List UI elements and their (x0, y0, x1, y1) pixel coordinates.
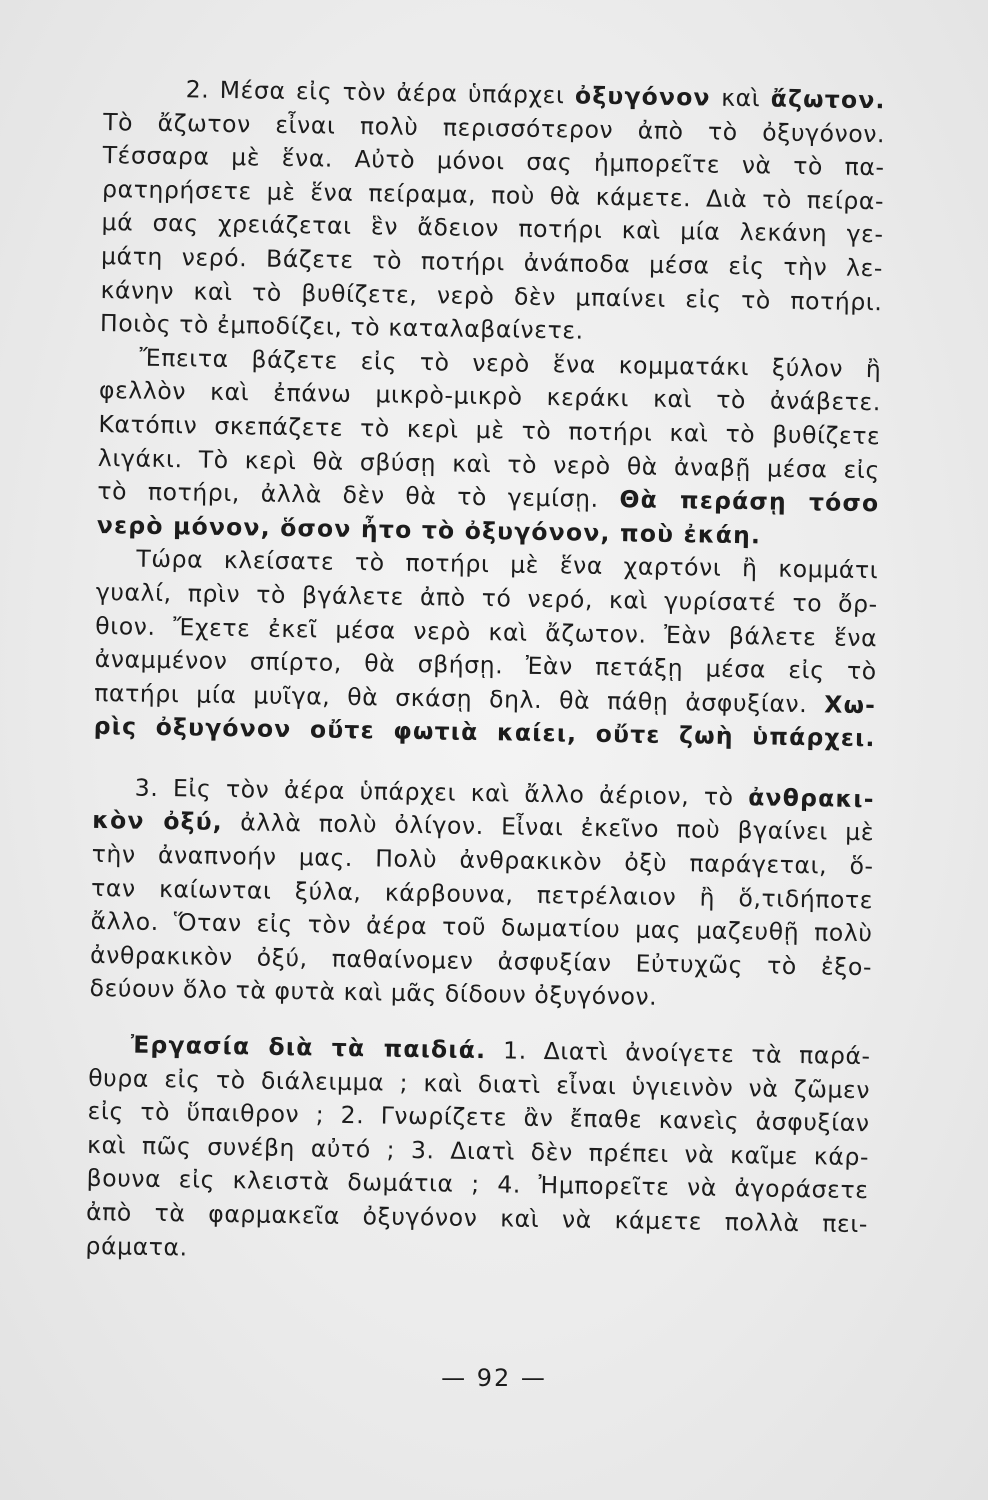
text-line: νερὸ μόνον, ὅσον ἦτο τὸ ὀξυγόνον, ποὺ ἐκάη. (96, 510, 762, 550)
text-line: καὶ πῶς συνέβη αὐτό ; 3. Διατὶ δὲν πρέπει νὰ καῖμε κάρ- (86, 1130, 870, 1171)
text-line: Τώρα κλείσατε τὸ ποτήρι μὲ ἕνα χαρτόνι ἢ κομμάτι (136, 544, 879, 585)
text-line: Ἔπειτα βάζετε εἰς τὸ νερὸ ἕνα κομματάκι ξύλον ἢ (139, 343, 882, 383)
text-line: γυαλί, πρὶν τὸ βγάλετε ἀπὸ τό νερό, καὶ γυρίσατέ το ὄρ- (95, 577, 878, 619)
bold-text-run: ἀνθρακι- (747, 783, 875, 814)
exercise-section (85, 1028, 871, 1275)
text-line: Τέσσαρα μὲ ἕνα. Αὐτὸ μόνοι σας ἠμπορεῖτε νὰ τὸ πα- (102, 141, 885, 182)
text-line: ἀπὸ τὰ φαρμακεῖα ὀξυγόνον καὶ νὰ κάμετε πολλὰ πει- (85, 1197, 869, 1239)
text-line: τὴν ἀναπνοήν μας. Πολὺ ἀνθρακικὸν ὀξὺ παράγεται, ὅ- (91, 839, 874, 881)
text-line: λιγάκι. Τὸ κερὶ θὰ σβύσῃ καὶ τὸ νερὸ θὰ ἀναβῇ μέσα εἰς (97, 443, 881, 484)
text-line: μάτη νερό. Βάζετε τὸ ποτήρι ἀνάποδα μέσα εἰς τὴν λε- (100, 241, 884, 283)
text-run: ἀλλὰ πολὺ ὀλίγον. Εἶναι ἐκεῖνο ποὺ βγαίνει μὲ (222, 808, 875, 847)
text-line: ρὶς ὀξυγόνον οὔτε φωτιὰ καίει, οὔτε ζωὴ ὑπάρχει. (93, 712, 876, 753)
text-line: Κατόπιν σκεπάζετε τὸ κερὶ μὲ τὸ ποτήρι καὶ τὸ βυθίζετε (98, 409, 881, 451)
text-line: θιον. Ἔχετε ἐκεῖ μέσα νερὸ καὶ ἄζωτον. Ἐὰν βάλετε ἕνα (95, 611, 878, 652)
text-line: Ποιὸς τὸ ἐμποδίζει, τὸ καταλαβαίνετε. (99, 309, 584, 345)
paragraph-2 (93, 72, 885, 756)
exercise-heading: Ἐργασία διὰ τὰ παιδιά. (130, 1030, 487, 1065)
body-text (85, 72, 886, 1275)
text-line: φελλὸν καὶ ἐπάνω μικρὸ-μικρὸ κεράκι καὶ τὸ ἀνάβετε. (98, 376, 882, 417)
text-line: μά σας χρειάζεται ἓν ἄδειον ποτήρι καὶ μία λεκάνη γε- (101, 208, 884, 249)
text-line: θυρα εἰς τὸ διάλειμμα ; καὶ διατὶ εἶναι ὑγιεινὸν νὰ ζῶμεν (87, 1063, 871, 1104)
text-line: ταν καίωνται ξύλα, κάρβουνα, πετρέλαιον ἢ ὅ,τιδήποτε (90, 873, 874, 914)
text-line: κάνην καὶ τὸ βυθίζετε, νερὸ δὲν μπαίνει εἰς τὸ ποτήρι. (100, 275, 883, 316)
text-line: εἰς τὸ ὕπαιθρον ; 2. Γνωρίζετε ἂν ἔπαθε κανεὶς ἀσφυξίαν (87, 1097, 870, 1138)
bold-text-run: Θὰ περάσῃ τόσο (619, 485, 880, 518)
text-run: πατήρι μία μυῖγα, θὰ σκάσῃ δηλ. θὰ πάθῃ ἀσφυξίαν. (94, 678, 825, 719)
text-line: ρατηρήσετε μὲ ἕνα πείραμα, ποὺ θὰ κάμετε. Διὰ τὸ πείρα- (101, 174, 885, 216)
page-number: — 92 — (441, 1364, 547, 1392)
text-line: βουνα εἰς κλειστὰ δωμάτια ; 4. Ἠμπορεῖτε νὰ ἀγοράσετε (86, 1164, 869, 1205)
text-line: Τὸ ἄζωτον εἶναι πολὺ περισσότερον ἀπὸ τὸ ὀξυγόνον. (103, 107, 886, 148)
text-run: 2. Μέσα εἰς τὸν ἀέρα ὑπάρχει (185, 75, 576, 110)
paragraph-3 (89, 771, 875, 1018)
text-line: ἀναμμένον σπίρτο, θὰ σβήσῃ. Ἐὰν πετάξῃ μέσα εἰς τὸ (94, 645, 877, 686)
bold-text-run: κὸν ὀξύ, (92, 806, 224, 837)
text-run: 1. Διατὶ ἀνοίγετε τὰ παρά- (486, 1036, 871, 1071)
bold-text-run: Χω- (824, 690, 877, 719)
text-run: 3. Εἰς τὸν ἀέρα ὑπάρχει καὶ ἄλλο ἀέριον, τὸ (134, 773, 749, 812)
text-run: τὸ ποτήρι, ἀλλὰ δὲν θὰ τὸ γεμίσῃ. (97, 477, 620, 514)
text-line: ἄλλο. Ὅταν εἰς τὸν ἀέρα τοῦ δωματίου μας μαζευθῇ πολὺ (90, 907, 873, 948)
text-line: ἀνθρακικὸν ὀξύ, παθαίνομεν ἀσφυξίαν Εὐτυχῶς τὸ ἐξο- (89, 940, 873, 982)
text-run: καὶ (710, 83, 771, 113)
bold-text-run: ὀξυγόνον (574, 81, 711, 112)
bold-text-run: ἄζωτον. (770, 84, 886, 115)
text-line: δεύουν ὅλο τὰ φυτὰ καὶ μᾶς δίδουν ὀξυγόνον. (89, 974, 658, 1012)
text-line: ράματα. (85, 1231, 188, 1262)
